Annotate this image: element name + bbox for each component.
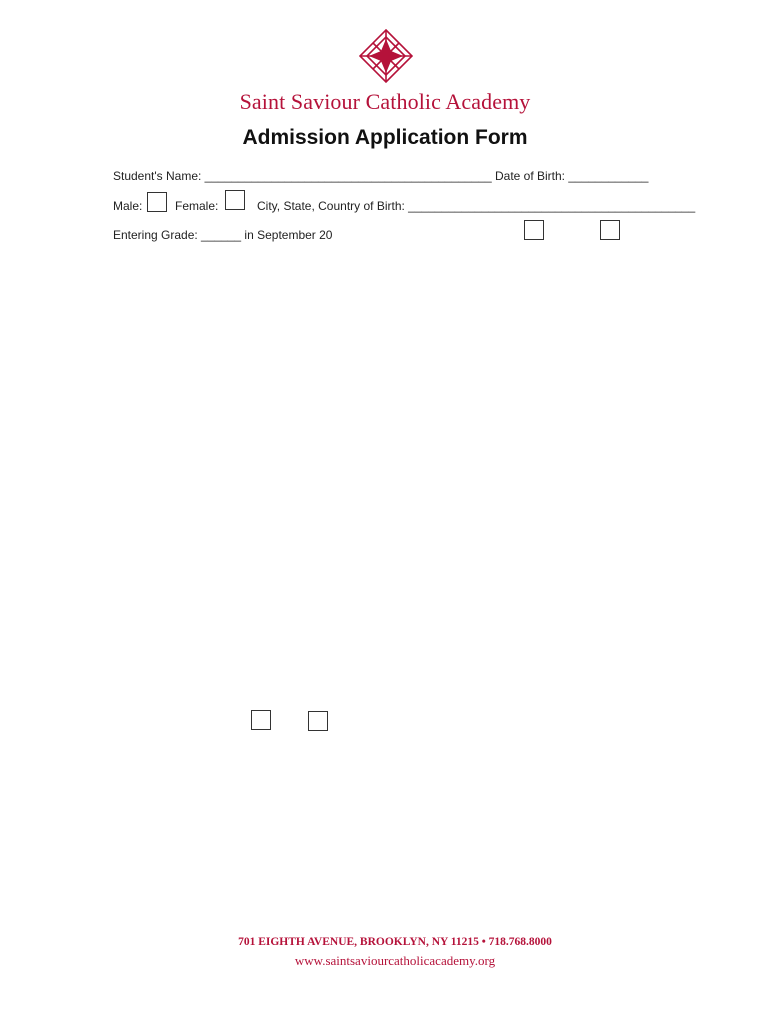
- school-name: Saint Saviour Catholic Academy: [239, 89, 531, 114]
- checkbox-right-2[interactable]: [600, 220, 620, 240]
- female-checkbox[interactable]: [225, 190, 245, 210]
- female-label: Female:: [175, 199, 219, 213]
- male-checkbox[interactable]: [147, 192, 167, 212]
- school-logo-icon: [359, 29, 413, 83]
- student-name-field[interactable]: Student's Name: ___________________________________________ Date of Birth: ____________: [113, 169, 649, 183]
- male-label: Male:: [113, 199, 143, 213]
- footer-address: 701 EIGHTH AVENUE, BROOKLYN, NY 11215 • 718.768.8000: [238, 936, 552, 948]
- checkbox-lower-1[interactable]: [251, 710, 271, 730]
- footer-website-link[interactable]: www.saintsaviourcatholicacademy.org: [294, 953, 496, 968]
- form-title: Admission Application Form: [242, 126, 528, 149]
- birthplace-field[interactable]: City, State, Country of Birth: ___________________________________________: [257, 199, 696, 213]
- checkbox-right-1[interactable]: [524, 220, 544, 240]
- checkbox-lower-2[interactable]: [308, 711, 328, 731]
- entering-grade-field[interactable]: Entering Grade: ______ in September 20: [113, 228, 333, 242]
